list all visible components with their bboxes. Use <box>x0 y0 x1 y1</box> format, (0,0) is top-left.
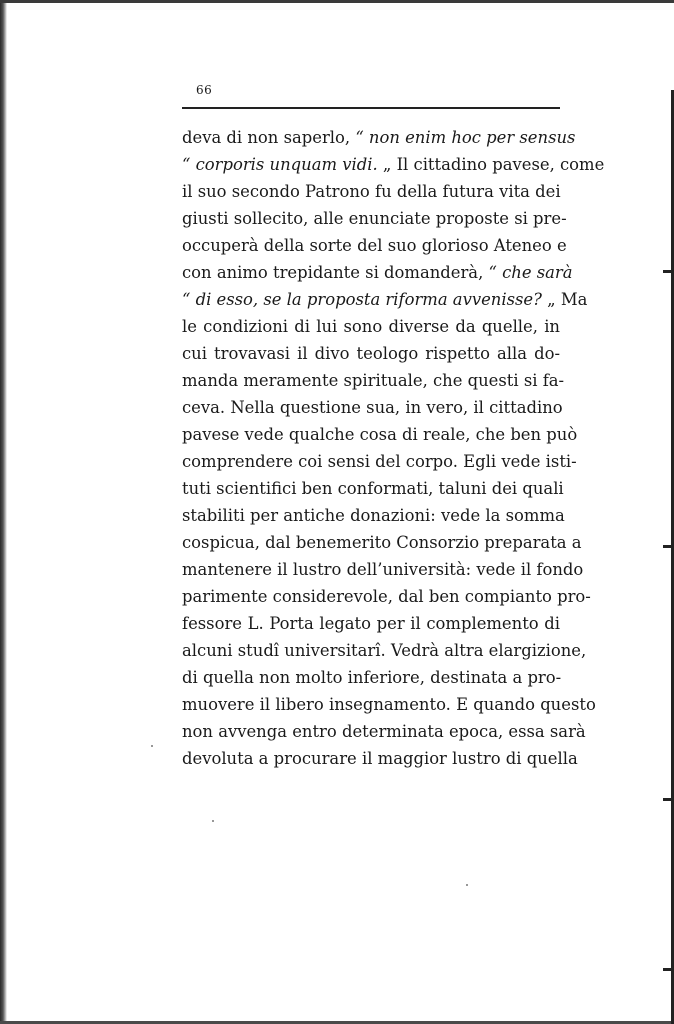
text-line <box>182 691 596 718</box>
paper-speck <box>466 884 468 886</box>
text-line <box>182 367 565 394</box>
text-line <box>182 124 576 151</box>
text-segment: il suo secondo Patrono fu della futura vita dei <box>182 182 561 201</box>
text-line <box>182 556 584 583</box>
edge-mark <box>663 270 673 273</box>
text-segment: pavese vede qualche cosa di reale, che ben può <box>182 425 578 444</box>
body-text <box>182 124 605 772</box>
italic-quote-text: “ che sarà <box>488 263 573 282</box>
text-line <box>182 259 573 286</box>
scan-top-edge <box>0 0 674 3</box>
text-line <box>182 286 588 313</box>
edge-mark <box>663 968 673 971</box>
text-segment: occuperà della sorte del suo glorioso Ateneo e <box>182 236 567 255</box>
text-line <box>182 664 560 691</box>
text-segment: manda meramente spirituale, che questi si fa- <box>182 371 565 390</box>
text-line <box>182 232 567 259</box>
text-line <box>182 637 587 664</box>
italic-quote-text: “ di esso, se la proposta riforma avvenisse? <box>182 290 542 309</box>
page-number: 66 <box>196 83 213 97</box>
text-line <box>182 583 591 610</box>
italic-quote-text: “ non enim hoc per sensus <box>355 128 576 147</box>
text-segment: fessore L. Porta legato per il complemento di <box>182 614 560 633</box>
text-segment: comprendere coi sensi del corpo. Egli vede isti- <box>182 452 577 471</box>
edge-mark <box>663 798 673 801</box>
text-segment: devoluta a procurare il maggior lustro di quella <box>182 749 578 768</box>
edge-mark <box>663 545 673 548</box>
text-segment: stabiliti per antiche donazioni: vede la somma <box>182 506 565 525</box>
text-line <box>182 475 564 502</box>
text-segment: le condizioni di lui sono diverse da quelle, in <box>182 317 560 336</box>
text-line <box>182 718 586 745</box>
text-segment: „ Il cittadino pavese, come <box>377 155 605 174</box>
text-segment: cospicua, dal benemerito Consorzio preparata a <box>182 533 582 552</box>
text-segment: con animo trepidante si domanderà, <box>182 263 489 282</box>
text-segment: ceva. Nella questione sua, in vero, il cittadino <box>182 398 563 417</box>
scan-left-edge <box>0 0 7 1024</box>
text-line <box>182 151 605 178</box>
text-line <box>182 610 560 637</box>
text-line <box>182 529 582 556</box>
text-segment: alcuni studî universitarî. Vedrà altra elargizione, <box>182 641 587 660</box>
text-segment: muovere il libero insegnamento. E quando questo <box>182 695 596 714</box>
italic-quote-text: “ corporis unquam vidi. <box>182 155 378 174</box>
text-line <box>182 448 577 475</box>
text-line <box>182 178 560 205</box>
text-segment: non avvenga entro determinata epoca, essa sarà <box>182 722 586 741</box>
text-line <box>182 394 563 421</box>
text-segment: deva di non saperlo, <box>182 128 356 147</box>
text-segment: di quella non molto inferiore, destinata a pro- <box>182 668 562 687</box>
text-segment: tuti scientifici ben conformati, taluni dei quali <box>182 479 564 498</box>
paper-speck <box>212 820 214 822</box>
text-segment: giusti sollecito, alle enunciate proposte si pre- <box>182 209 567 228</box>
header-rule <box>182 107 560 109</box>
text-segment: parimente considerevole, dal ben compianto pro- <box>182 587 591 606</box>
text-segment: cui trovavasi il divo teologo rispetto alla do- <box>182 344 560 363</box>
text-line <box>182 421 578 448</box>
text-line <box>182 205 567 232</box>
text-line <box>182 313 560 340</box>
text-line <box>182 745 578 772</box>
text-line <box>182 502 565 529</box>
text-segment: mantenere il lustro dell’università: vede il fondo <box>182 560 584 579</box>
paper-speck <box>151 745 153 747</box>
text-line <box>182 340 560 367</box>
text-segment: „ Ma <box>541 290 588 309</box>
